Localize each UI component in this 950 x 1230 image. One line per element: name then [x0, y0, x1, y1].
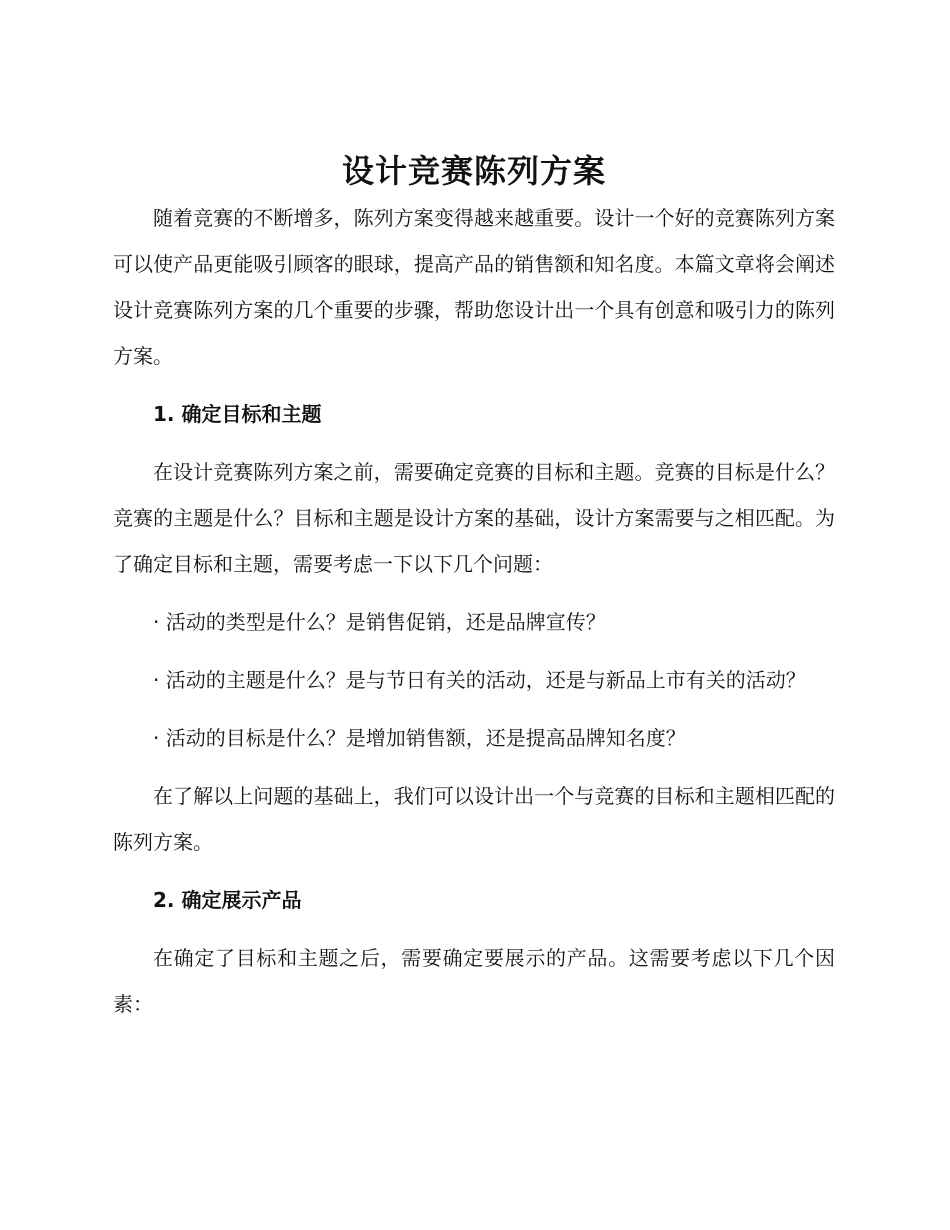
- document-title: 设计竞赛陈列方案: [341, 152, 606, 190]
- intro-paragraph: 随着竞赛的不断增多，陈列方案变得越来越重要。设计一个好的竞赛陈列方案可以使产品更能吸引顾客的眼球，提高产品的销售额和知名度。本篇文章将会阐述设计竞赛陈列方案的几个重要的步骤，帮助您设计出一个具有创意和吸引力的陈列方案。: [113, 206, 835, 368]
- section-1-bullet-1: · 活动的类型是什么？是销售促销，还是品牌宣传？: [153, 610, 606, 634]
- section-1-paragraph-2: 在了解以上问题的基础上，我们可以设计出一个与竞赛的目标和主题相匹配的陈列方案。: [113, 784, 835, 854]
- section-1-bullet-3: · 活动的目标是什么？是增加销售额，还是提高品牌知名度？: [153, 726, 686, 750]
- spacer: [113, 379, 835, 391]
- document-page: [113, 147, 835, 1027]
- section-2-paragraph-1: 在确定了目标和主题之后，需要确定要展示的产品。这需要考虑以下几个因素：: [113, 946, 835, 1016]
- section-1-heading: 1. 确定目标和主题: [153, 402, 322, 426]
- spacer: [113, 587, 835, 599]
- spacer: [113, 761, 835, 773]
- spacer: [113, 645, 835, 657]
- spacer: [113, 703, 835, 715]
- section-1-bullet-2: · 活动的主题是什么？是与节日有关的活动，还是与新品上市有关的活动？: [153, 668, 806, 692]
- section-1-paragraph-1: 在设计竞赛陈列方案之前，需要确定竞赛的目标和主题。竞赛的目标是什么？竞赛的主题是什么？目标和主题是设计方案的基础，设计方案需要与之相匹配。为了确定目标和主题，需要考虑一下以下几个问题：: [113, 460, 835, 576]
- section-2-heading: 2. 确定展示产品: [153, 888, 302, 912]
- spacer: [113, 865, 835, 877]
- spacer: [113, 923, 835, 935]
- spacer: [113, 437, 835, 449]
